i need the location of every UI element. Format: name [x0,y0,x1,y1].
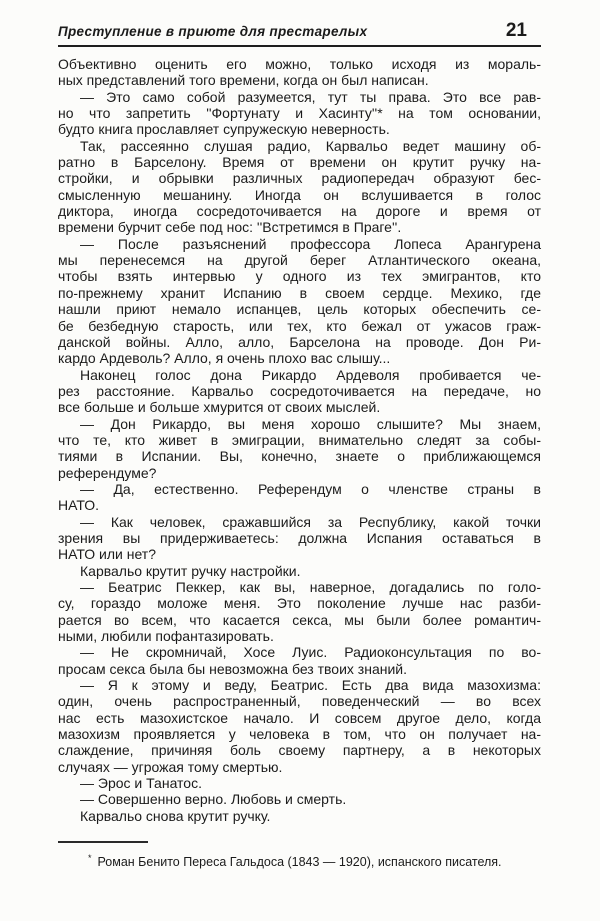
text-line: — Беатрис Пеккер, как вы, наверное, догадались по голо- [80,579,541,595]
paragraph [58,236,541,367]
text-line: нас есть мазохистское начало. И совсем другое дело, когда [58,709,541,726]
text-line: Наконец голос дона Рикардо Ардеволя пробивается че- [80,366,541,383]
text-line: будто книга прославляет супружескую неверность. [58,121,390,138]
text-line: времени бурчит себе под нос: ''Встретимся в Праге''. [58,219,402,236]
text-line: — Как человек, сражавшийся за Республику, какой точки [80,513,541,530]
text-line: один, очень распространенный, поведенческий — во всех [58,693,541,710]
text-line: зрения вы придерживаетесь: должна Испания оставаться в [58,529,541,546]
paragraph [58,367,541,416]
paragraph [58,677,541,775]
running-title: Преступление в приюте для престарелых [58,24,368,39]
paragraph [58,416,541,481]
text-line: ратно в Барселону. Время от времени он крутит ручку на- [58,154,541,171]
text-line: — Совершенно верно. Любовь и смерть. [80,791,347,808]
text-line: случаях — угрожая тому смертью. [58,758,283,775]
paragraph [58,514,541,563]
paragraph [58,791,541,807]
text-line: ными, любили пофантазировать. [58,628,274,645]
text-line: смысленную мешанину. Иногда он вслушивается в голос [58,186,541,203]
text-line: диктора, иногда сосредоточивается на дороге и время от [58,203,541,220]
body-text [58,56,541,824]
paragraph [58,481,541,514]
text-line: Так, рассеянно слушая радио, Карвальо ведет машину об- [80,137,541,154]
footnote-separator [58,841,148,843]
paragraph [58,138,541,236]
footnote-text: Роман Бенито Переса Гальдоса (1843 — 1920), испанского писателя. [97,855,502,870]
text-line: данской войны. Алло, алло, Барселона на проводе. Дон Ри- [58,333,541,350]
page-number: 21 [505,20,527,41]
text-line: стройки, и обрывки различных радиопередач образуют бес- [58,170,541,187]
text-line: су, гораздо моложе меня. Это поколение лучше нас разби- [58,595,541,612]
text-line: ных представлений того времени, когда он был написан. [58,72,429,89]
text-line: по-прежнему хранит Испанию в своем сердце. Мехико, где [58,284,541,301]
text-line: Объективно оценить его можно, только исходя из мораль- [58,56,541,72]
text-line: просам секса была бы невозможна без твоих знаний. [58,660,408,677]
text-line: рез расстояние. Карвальо сосредоточивается на передаче, но [58,382,541,399]
paragraph [58,644,541,677]
footnote [58,850,541,870]
paragraph [58,808,541,824]
text-line: Карвальо крутит ручку настройки. [80,562,301,579]
footnote-marker: * [88,853,92,864]
text-line: Карвальо снова крутит ручку. [80,807,271,824]
text-line: чтобы взять интервью у одного из тех эмигрантов, кто [58,268,541,285]
text-line: бе безбедную старость, или тех, кто бежал от ужасов граж- [58,317,541,334]
text-line: кардо Ардеволь? Алло, я очень плохо вас слышу... [58,350,391,367]
paragraph [58,775,541,791]
text-line: — Это само собой разумеется, тут ты права. Это все рав- [80,88,541,105]
text-line: но что запретить ''Фортунату и Хасинту''* на том основании, [58,105,541,122]
paragraph [58,56,541,89]
paragraph [58,89,541,138]
text-line: мы перенесемся на другой берег Атлантического океана, [58,252,541,269]
text-line: — Да, естественно. Референдум о членстве страны в [80,480,541,497]
text-line: — Не скромничай, Хосе Луис. Радиоконсультация по во- [80,644,541,661]
text-line: слаждение, причиняя боль своему партнеру, а в некоторых [58,742,541,759]
text-line: что те, кто живет в эмиграции, внимательно следят за собы- [58,431,541,448]
text-line: — Эрос и Танатос. [80,775,202,792]
text-line: нашли приют немало испанцев, цель которых обеспечить се- [58,301,541,318]
text-line: тиями в Испании. Вы, конечно, знаете о приближающемся [58,448,541,465]
page-header [58,20,541,47]
text-line: рается во всем, что касается секса, мы были более романтич- [58,611,541,628]
text-line: все больше и больше хмурится от своих мыслей. [58,399,381,416]
text-line: мазохизм проявляется у человека в том, что он получает на- [58,726,541,743]
text-line: НАТО. [58,497,100,514]
text-line: — После разъяснений профессора Лопеса Арангурена [80,235,541,252]
text-line: НАТО или нет? [58,546,157,563]
text-line: референдуме? [58,464,157,481]
paragraph [58,563,541,579]
paragraph [58,579,541,644]
text-line: — Я к этому и веду, Беатрис. Есть два вида мазохизма: [80,677,541,694]
text-line: — Дон Рикардо, вы меня хорошо слышите? Мы знаем, [80,415,541,432]
